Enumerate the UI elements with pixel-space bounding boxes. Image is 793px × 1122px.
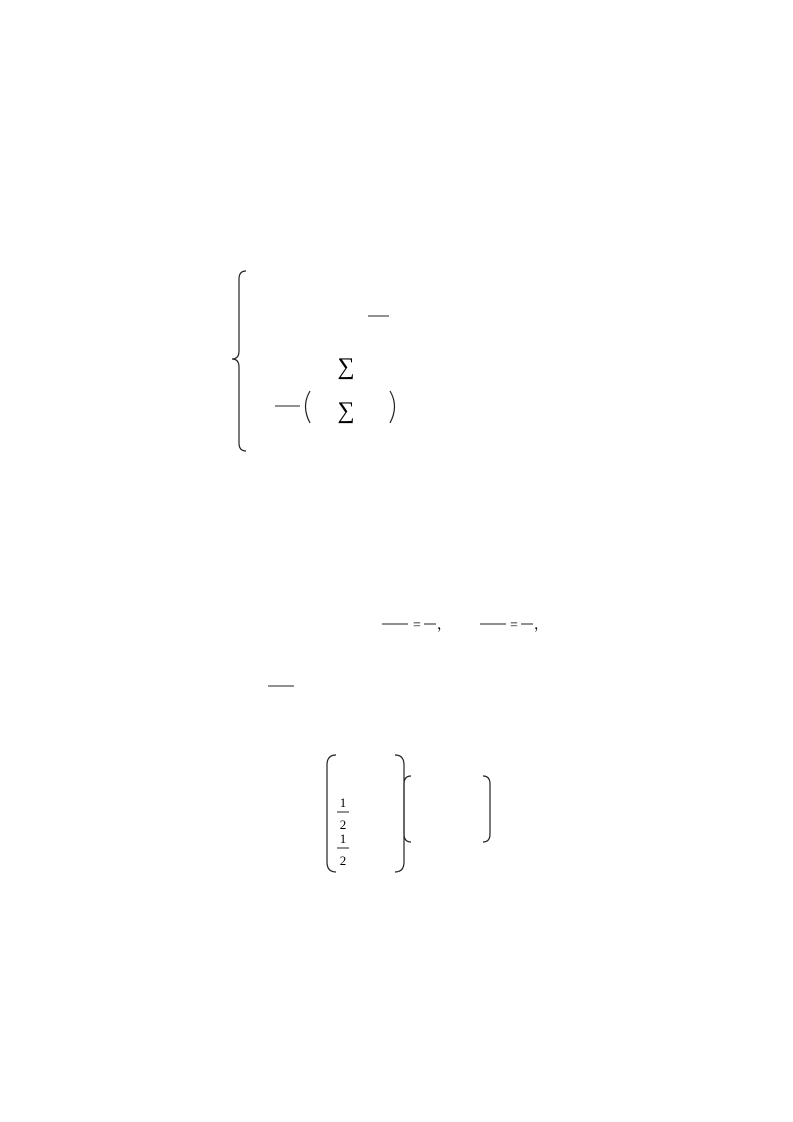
sigma: ∑: [337, 354, 355, 380]
paren-right: [390, 391, 395, 423]
comma: ，: [534, 618, 548, 633]
l-21-num: 1: [339, 795, 347, 810]
sigma: ∑: [337, 398, 355, 424]
bracket-left: [327, 755, 336, 872]
l-21-den: 2: [339, 817, 347, 832]
bracket-left: [404, 776, 411, 842]
bracket-right: [395, 755, 404, 872]
example-matrix: [0, 468, 793, 548]
bracket-right: [483, 776, 490, 842]
l-31-num: 1: [339, 831, 347, 846]
solution-row-1: [0, 602, 793, 652]
result-matrices: [0, 750, 793, 880]
eq-sign: =: [510, 618, 518, 633]
paren-left: [306, 391, 311, 423]
comma: ，: [437, 618, 451, 633]
solution-row-2: [0, 664, 793, 714]
eq-sign: =: [413, 618, 421, 633]
doolittle-formulas: [0, 265, 793, 465]
l-31-den: 2: [339, 853, 347, 868]
left-brace: [232, 271, 246, 451]
